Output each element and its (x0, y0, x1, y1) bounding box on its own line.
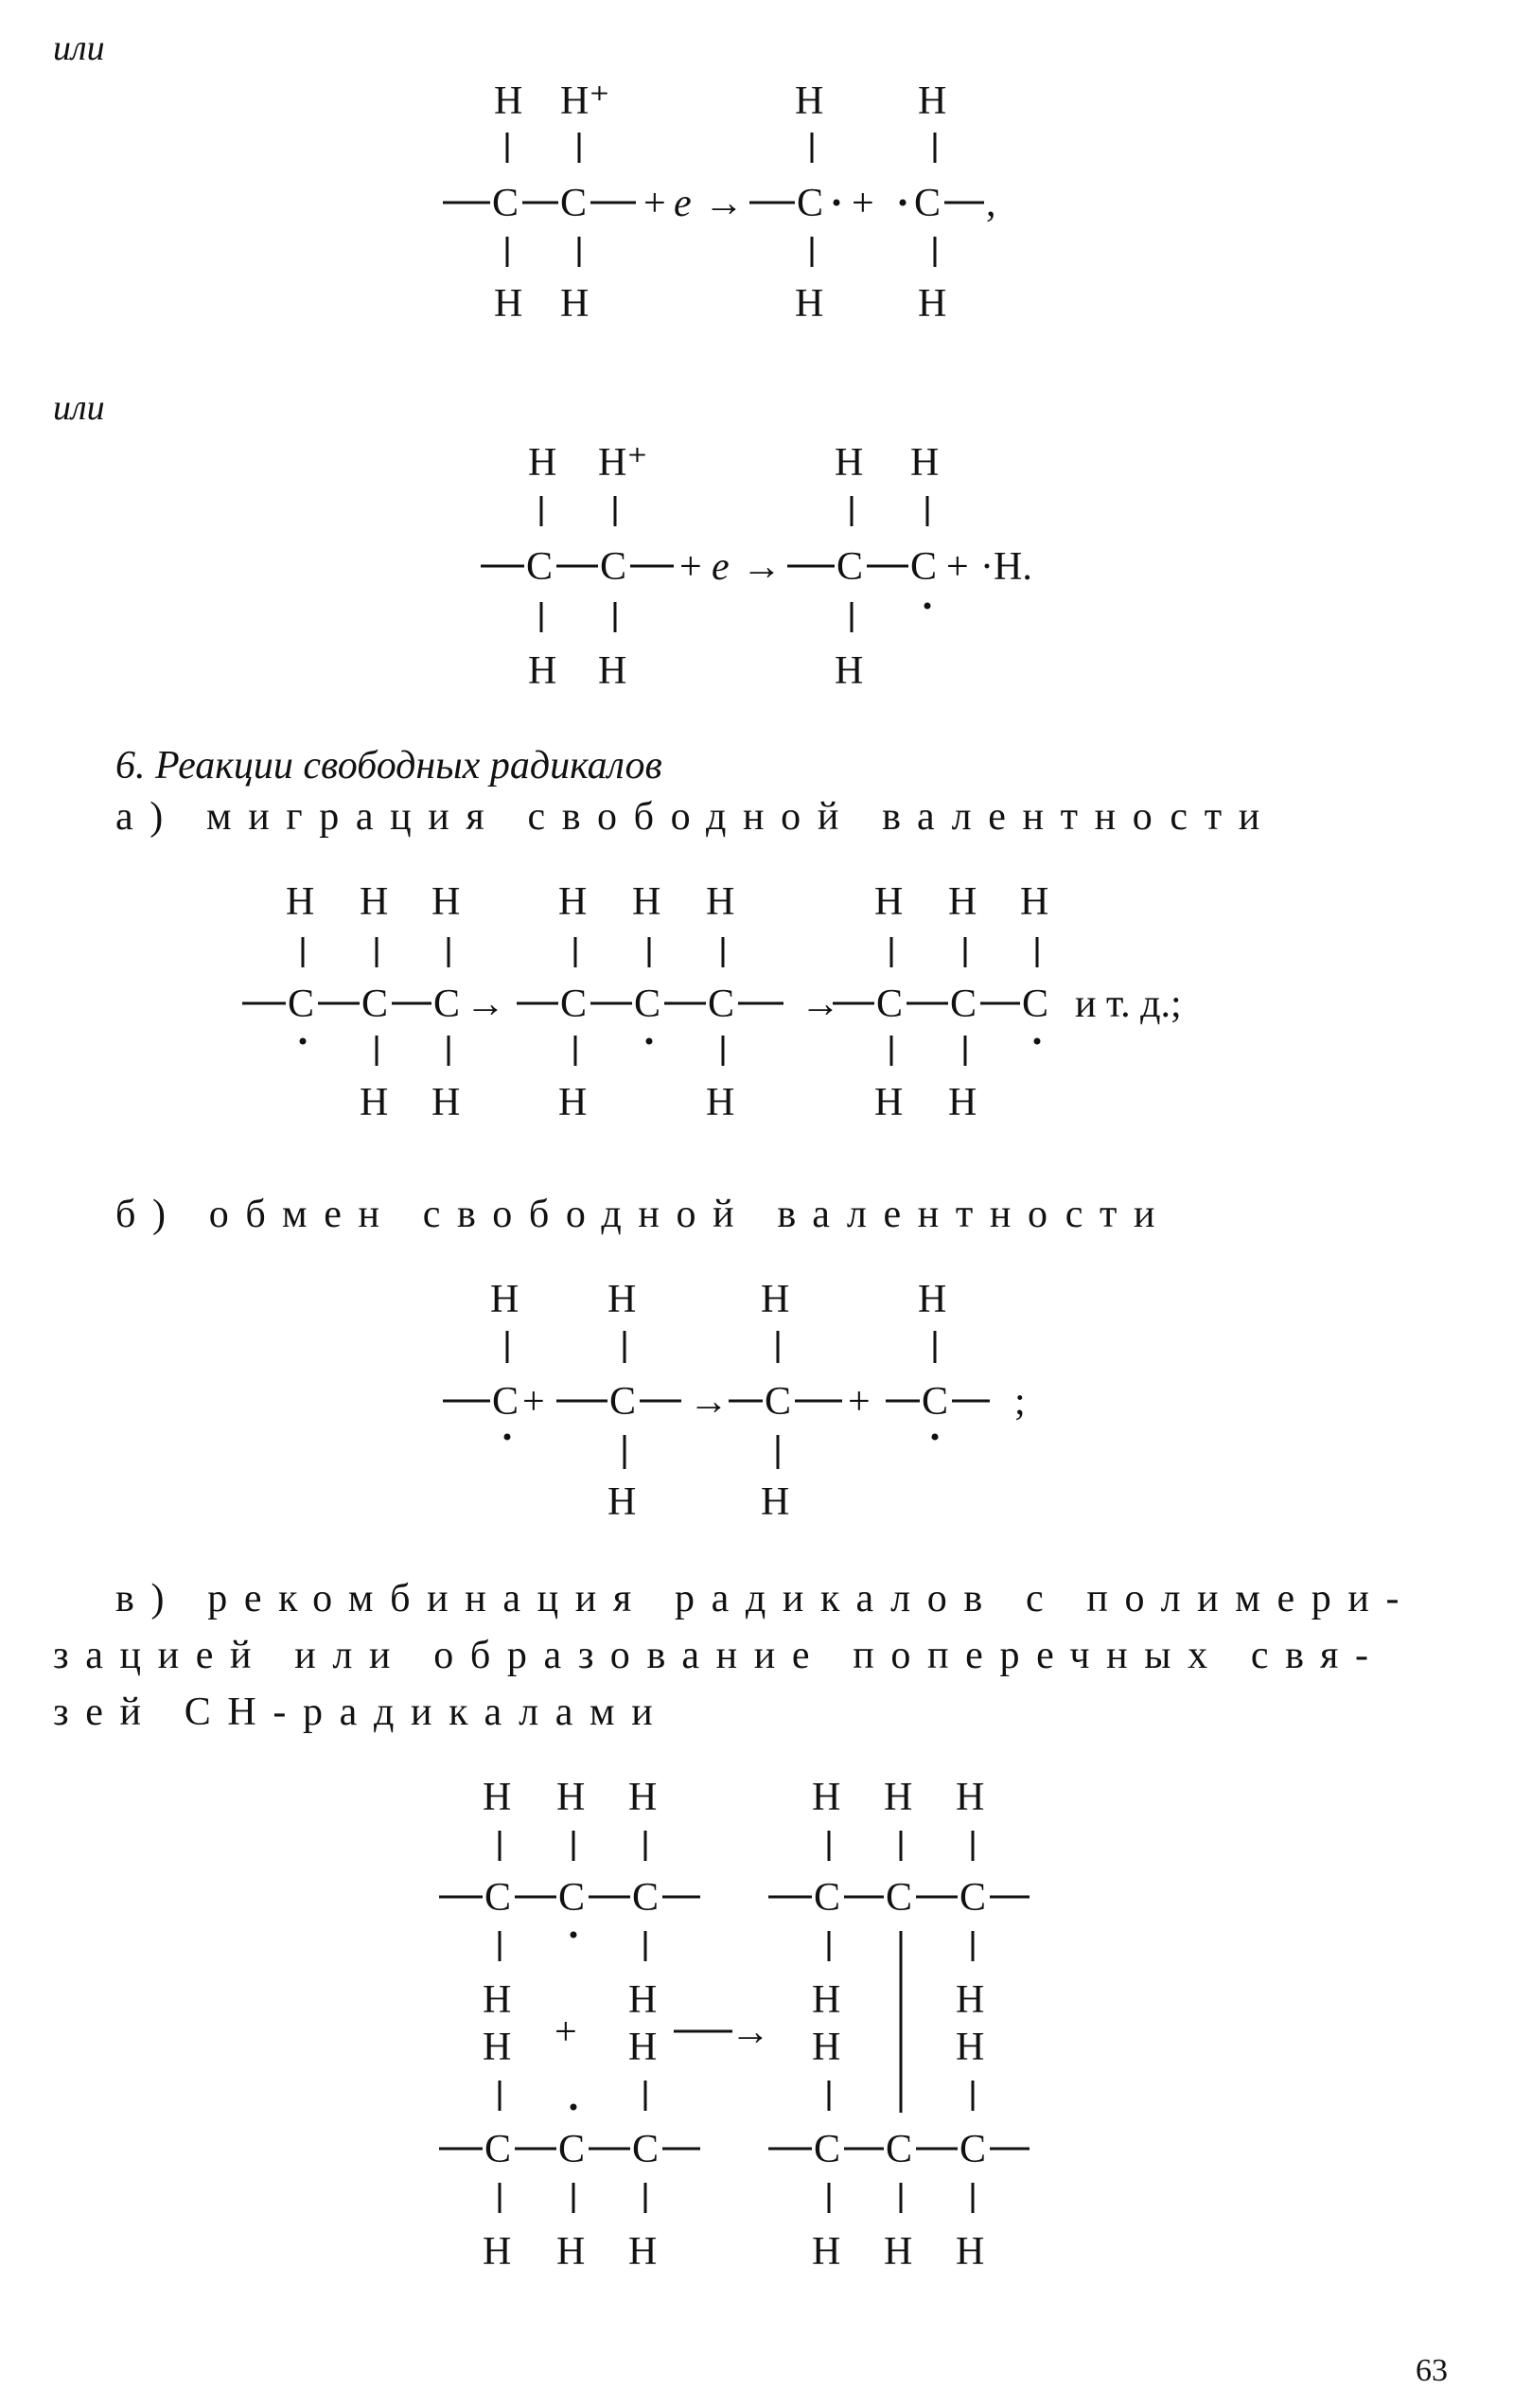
atom-c: C (632, 2128, 660, 2171)
atom-h: H (483, 2230, 512, 2274)
atom-h: H (558, 1081, 588, 1124)
atom-h: H (628, 1776, 658, 1819)
atom-h: H (795, 80, 824, 123)
atom-h: H (761, 1278, 790, 1321)
atom-c: C (634, 983, 661, 1026)
atom-h: H (360, 880, 389, 924)
atom-h: H (956, 1978, 985, 2022)
reaction-arrow: → (801, 983, 840, 1026)
atom-c: C (492, 1380, 519, 1424)
ili-label-2: или (53, 388, 105, 428)
atom-h: H (835, 441, 864, 485)
atom-c: C (814, 1876, 841, 1920)
electron: e (712, 545, 730, 589)
atom-c: C (886, 1876, 913, 1920)
atom-c: C (910, 545, 938, 589)
comma: , (986, 182, 996, 225)
atom-c: C (797, 182, 824, 225)
atom-c: C (765, 1380, 792, 1424)
atom-h: H (812, 2230, 841, 2274)
atom-c: C (433, 983, 461, 1026)
plus-sign: + (555, 2010, 577, 2054)
atom-h: H (884, 2230, 913, 2274)
atom-h: H (431, 880, 461, 924)
atom-c: C (950, 983, 977, 1026)
item-b-label: б) обмен свободной валентности (115, 1193, 1172, 1236)
atom-c: C (922, 1380, 949, 1424)
reaction-arrow: → (689, 1380, 729, 1424)
atom-h: H (607, 1480, 637, 1524)
atom-c: C (484, 2128, 512, 2171)
atom-h-plus: H⁺ (560, 80, 610, 123)
hydrogen-radical: ·H. (980, 545, 1032, 589)
atom-h: H (956, 1776, 985, 1819)
atom-h: H (874, 880, 904, 924)
atom-c: C (814, 2128, 841, 2171)
atom-c: C (560, 182, 588, 225)
atom-h: H (835, 649, 864, 693)
atom-c: C (959, 2128, 987, 2171)
radical-dot (571, 1932, 577, 1939)
atom-h: H (795, 282, 824, 326)
reaction-arrow: → (466, 983, 505, 1026)
atom-c: C (632, 1876, 660, 1920)
atom-h: H (494, 282, 523, 326)
atom-h: H (632, 880, 661, 924)
atom-h: H (560, 282, 590, 326)
atom-h: H (918, 282, 947, 326)
atom-c: C (361, 983, 389, 1026)
atom-c: C (876, 983, 904, 1026)
atom-h: H (812, 2026, 841, 2069)
atom-h: H (910, 441, 940, 485)
atom-h: H (812, 1978, 841, 2022)
atom-c: C (558, 1876, 586, 1920)
atom-h: H (431, 1081, 461, 1124)
atom-h: H (948, 880, 977, 924)
atom-h: H (628, 2026, 658, 2069)
atom-h-plus: H⁺ (598, 441, 648, 485)
atom-h: H (528, 649, 557, 693)
atom-h: H (483, 1978, 512, 2022)
atom-c: C (558, 2128, 586, 2171)
plus-sign: + (679, 545, 702, 589)
atom-h: H (812, 1776, 841, 1819)
atom-h: H (607, 1278, 637, 1321)
etc-text: и т. д.; (1075, 983, 1182, 1026)
atom-c: C (708, 983, 735, 1026)
item-v-line-3: зей CH-радикалами (53, 1691, 670, 1734)
atom-c: C (600, 545, 627, 589)
atom-c: C (886, 2128, 913, 2171)
reaction-arrow: → (731, 2010, 770, 2054)
atom-h: H (360, 1081, 389, 1124)
atom-h: H (1020, 880, 1049, 924)
atom-h: H (598, 649, 627, 693)
atom-h: H (490, 1278, 519, 1321)
atom-h: H (483, 2026, 512, 2069)
atom-h: H (706, 880, 735, 924)
atom-h: H (628, 2230, 658, 2274)
atom-h: H (494, 80, 523, 123)
atom-c: C (836, 545, 864, 589)
atom-c: C (288, 983, 315, 1026)
atom-c: C (1022, 983, 1049, 1026)
atom-c: C (959, 1876, 987, 1920)
atom-h: H (628, 1978, 658, 2022)
atom-h: H (483, 1776, 512, 1819)
atom-h: H (874, 1081, 904, 1124)
atom-h: H (956, 2230, 985, 2274)
plus-sign: + (643, 182, 666, 225)
item-v-line-2: зацией или образование поперечных свя- (53, 1634, 1385, 1677)
reaction-arrow: → (704, 182, 744, 225)
atom-h: H (761, 1480, 790, 1524)
atom-c: C (492, 182, 519, 225)
atom-h: H (956, 2026, 985, 2069)
page-number: 63 (1416, 2353, 1448, 2388)
plus-sign: + (946, 545, 969, 589)
atom-h: H (918, 1278, 947, 1321)
atom-c: C (609, 1380, 637, 1424)
atom-c: C (526, 545, 554, 589)
section-heading: 6. Реакции свободных радикалов (115, 744, 662, 788)
electron: e (674, 182, 692, 225)
atom-h: H (528, 441, 557, 485)
atom-c: C (560, 983, 588, 1026)
atom-h: H (558, 880, 588, 924)
atom-h: H (556, 2230, 586, 2274)
semicolon: ; (1014, 1380, 1026, 1424)
plus-sign: + (848, 1380, 871, 1424)
atom-c: C (914, 182, 942, 225)
atom-h: H (286, 880, 315, 924)
atom-h: H (918, 80, 947, 123)
item-v-line-1: в) рекомбинация радикалов с полимери- (115, 1577, 1417, 1620)
reaction-arrow: → (742, 545, 782, 589)
plus-sign: + (852, 182, 874, 225)
radical-dot (571, 2104, 577, 2111)
plus-sign: + (522, 1380, 545, 1424)
atom-h: H (948, 1081, 977, 1124)
atom-h: H (706, 1081, 735, 1124)
item-a-label: а) миграция свободной валентности (115, 795, 1276, 839)
atom-h: H (884, 1776, 913, 1819)
ili-label-1: или (53, 28, 105, 68)
atom-c: C (484, 1876, 512, 1920)
atom-h: H (556, 1776, 586, 1819)
